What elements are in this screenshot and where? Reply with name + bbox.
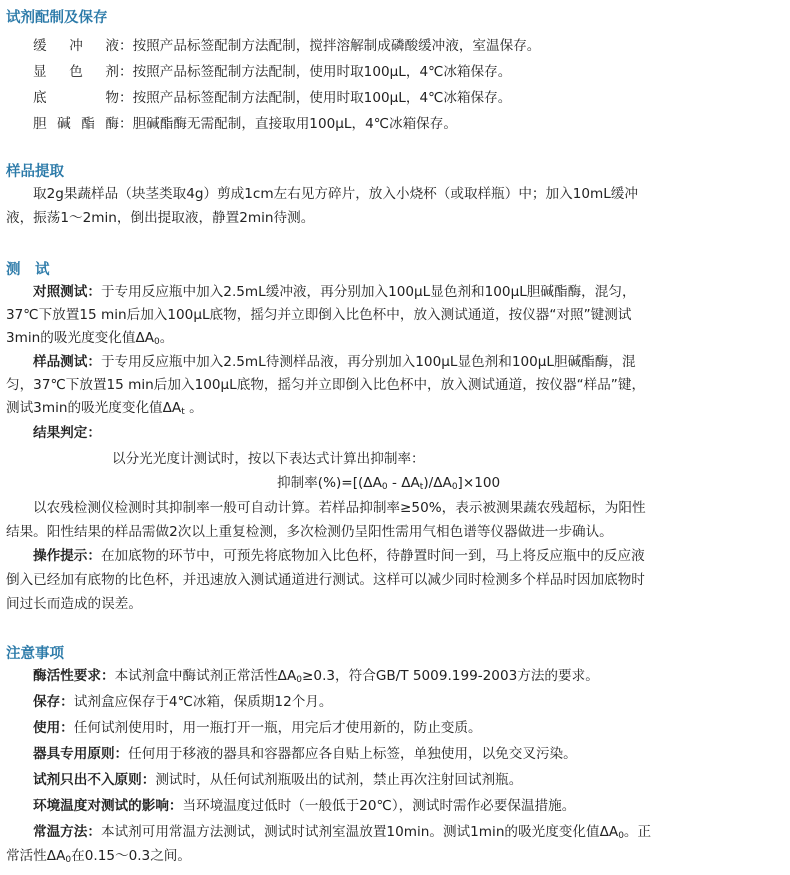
- reagent-text: ：按照产品标签配制方法配制，使用时取100μL，4℃冰箱保存。: [119, 90, 512, 106]
- section-title-test: 测 试: [6, 262, 50, 278]
- note-text: 在0.15～0.3之间。: [71, 848, 191, 864]
- note-text: 本试剂盒中酶试剂正常活性ΔA: [114, 668, 297, 684]
- note-out-only: [33, 770, 522, 790]
- sample-test-line-1: [33, 352, 636, 372]
- note-label: 常温方法：: [33, 824, 101, 840]
- result-paragraph-line-1: 以农残检测仪检测时其抑制率一般可自动计算。若样品抑制率≥50%，表示被测果蔬农残超标，为阳性: [33, 500, 646, 516]
- note-room-temp-line-1: [33, 822, 651, 846]
- note-label: 保存：: [33, 694, 74, 710]
- note-label: 使用：: [33, 720, 74, 736]
- sample-test-label: 样品测试：: [33, 354, 101, 370]
- note-label: 试剂只出不入原则：: [33, 772, 156, 788]
- control-test-line-1: [33, 282, 636, 302]
- reagent-text: ：胆碱酯酶无需配制，直接取用100μL，4℃冰箱保存。: [119, 116, 457, 132]
- subscript: t: [181, 407, 185, 417]
- subscript: 0: [154, 337, 160, 347]
- tip-line-2: 倒入已经加有底物的比色杯，并迅速放入测试通道进行测试。这样可以减少同时检测多个样品时因加底物时: [6, 572, 645, 588]
- note-label: 器具专用原则：: [33, 746, 129, 762]
- control-test-label: 对照测试：: [33, 284, 101, 300]
- reagent-name: 缓冲液: [33, 38, 119, 54]
- sample-line-1: 取2g果蔬样品（块茎类取4g）剪成1cm左右见方碎片，放入小烧杯（或取样瓶）中；加入10mL缓冲: [33, 186, 638, 202]
- sample-line-2: 液，振荡1～2min，倒出提取液，静置2min待测。: [6, 210, 315, 226]
- result-paragraph-line-2: 结果。阳性结果的样品需做2次以上重复检测，多次检测仍呈阳性需用气相色谱等仪器做进一步确认。: [6, 524, 613, 540]
- note-text: 本试剂可用常温方法测试，测试时试剂室温放置10min。测试1min的吸光度变化值ΔA: [100, 824, 619, 840]
- control-test-line-2: 37℃下放置15 min后加入100μL底物，摇匀并立即倒入比色杯中，放入测试通道，按仪器“对照”键测试: [6, 307, 632, 323]
- note-text: 任何试剂使用时，用一瓶打开一瓶，用完后才使用新的，防止变质。: [73, 720, 482, 736]
- tip-line-3: 间过长而造成的误差。: [6, 596, 142, 612]
- section-title-notes: 注意事项: [6, 646, 64, 662]
- formula: [277, 473, 500, 497]
- note-room-temp-line-2: [6, 846, 191, 870]
- reagent-text: ：按照产品标签配制方法配制，搅拌溶解制成磷酸缓冲液，室温保存。: [119, 38, 541, 54]
- reagent-name: 显色剂: [33, 64, 119, 80]
- reagent-text: ：按照产品标签配制方法配制，使用时取100μL，4℃冰箱保存。: [119, 64, 512, 80]
- reagent-name: 胆碱酯酶: [33, 116, 119, 132]
- note-storage: [33, 692, 333, 712]
- formula-part: ]×100: [457, 475, 501, 491]
- note-text: 试剂盒应保存于4℃冰箱，保质期12个月。: [73, 694, 333, 710]
- note-text: 常活性ΔA: [6, 848, 66, 864]
- tip-label: 操作提示：: [33, 548, 101, 564]
- note-label: 环境温度对测试的影响：: [33, 798, 183, 814]
- sample-test-line-2: 匀，37℃下放置15 min后加入100μL底物，摇匀并立即倒入比色杯中，放入测试通道，按仪器“样品”键，: [6, 377, 646, 393]
- note-activity: [33, 666, 599, 690]
- subscript: 0: [618, 831, 624, 841]
- subscript: 0: [296, 675, 303, 685]
- tip-text: 在加底物的环节中，可预先将底物加入比色杯，待静置时间一到，马上将反应瓶中的反应液: [100, 548, 645, 564]
- reagent-row-buffer: [33, 34, 540, 54]
- sample-test-text: 于专用反应瓶中加入2.5mL待测样品液，再分别加入100μL显色剂和100μL胆碱酯酶，混: [100, 354, 636, 370]
- note-text: 任何用于移液的器具和容器都应各自贴上标签，单独使用，以免交叉污染。: [128, 746, 577, 762]
- note-usage: [33, 718, 482, 738]
- control-test-text: 3min的吸光度变化值ΔA: [6, 330, 155, 346]
- subscript: 0: [451, 482, 458, 492]
- formula-intro: 以分光光度计测试时，按以下表达式计算出抑制率：: [112, 451, 425, 467]
- sample-test-text: 。: [184, 400, 203, 416]
- reagent-row-cholinesterase: [33, 112, 457, 132]
- note-temperature: [33, 796, 575, 816]
- subscript: 0: [381, 482, 388, 492]
- sample-test-line-3: [6, 398, 203, 422]
- formula-part: )/ΔA: [423, 475, 452, 491]
- reagent-row-chromogen: [33, 60, 511, 80]
- note-label: 酶活性要求：: [33, 668, 115, 684]
- formula-part: - ΔA: [387, 475, 420, 491]
- tip-line-1: [33, 546, 645, 566]
- subscript: t: [419, 482, 424, 492]
- subscript: 0: [65, 855, 72, 865]
- section-title-reagents: 试剂配制及保存: [6, 10, 108, 26]
- section-title-sample: 样品提取: [6, 164, 64, 180]
- note-text: 。正: [623, 824, 652, 840]
- note-text: 当环境温度过低时（一般低于20℃），测试时需作必要保温措施。: [182, 798, 576, 814]
- reagent-name: 底物: [33, 90, 119, 106]
- note-text: 测试时，从任何试剂瓶吸出的试剂，禁止再次注射回试剂瓶。: [155, 772, 523, 788]
- reagent-row-substrate: [33, 86, 511, 106]
- note-text: ≥0.3，符合GB/T 5009.199-2003方法的要求。: [302, 668, 599, 684]
- control-test-text: 。: [159, 330, 174, 346]
- control-test-line-3: [6, 328, 173, 352]
- formula-part: 抑制率(%)=[(ΔA: [277, 475, 382, 491]
- control-test-text: 于专用反应瓶中加入2.5mL缓冲液，再分别加入100μL显色剂和100μL胆碱酯酶，混匀，: [100, 284, 636, 300]
- sample-test-text: 测试3min的吸光度变化值ΔA: [6, 400, 182, 416]
- result-label: 结果判定：: [33, 425, 101, 441]
- note-dedicated: [33, 744, 577, 764]
